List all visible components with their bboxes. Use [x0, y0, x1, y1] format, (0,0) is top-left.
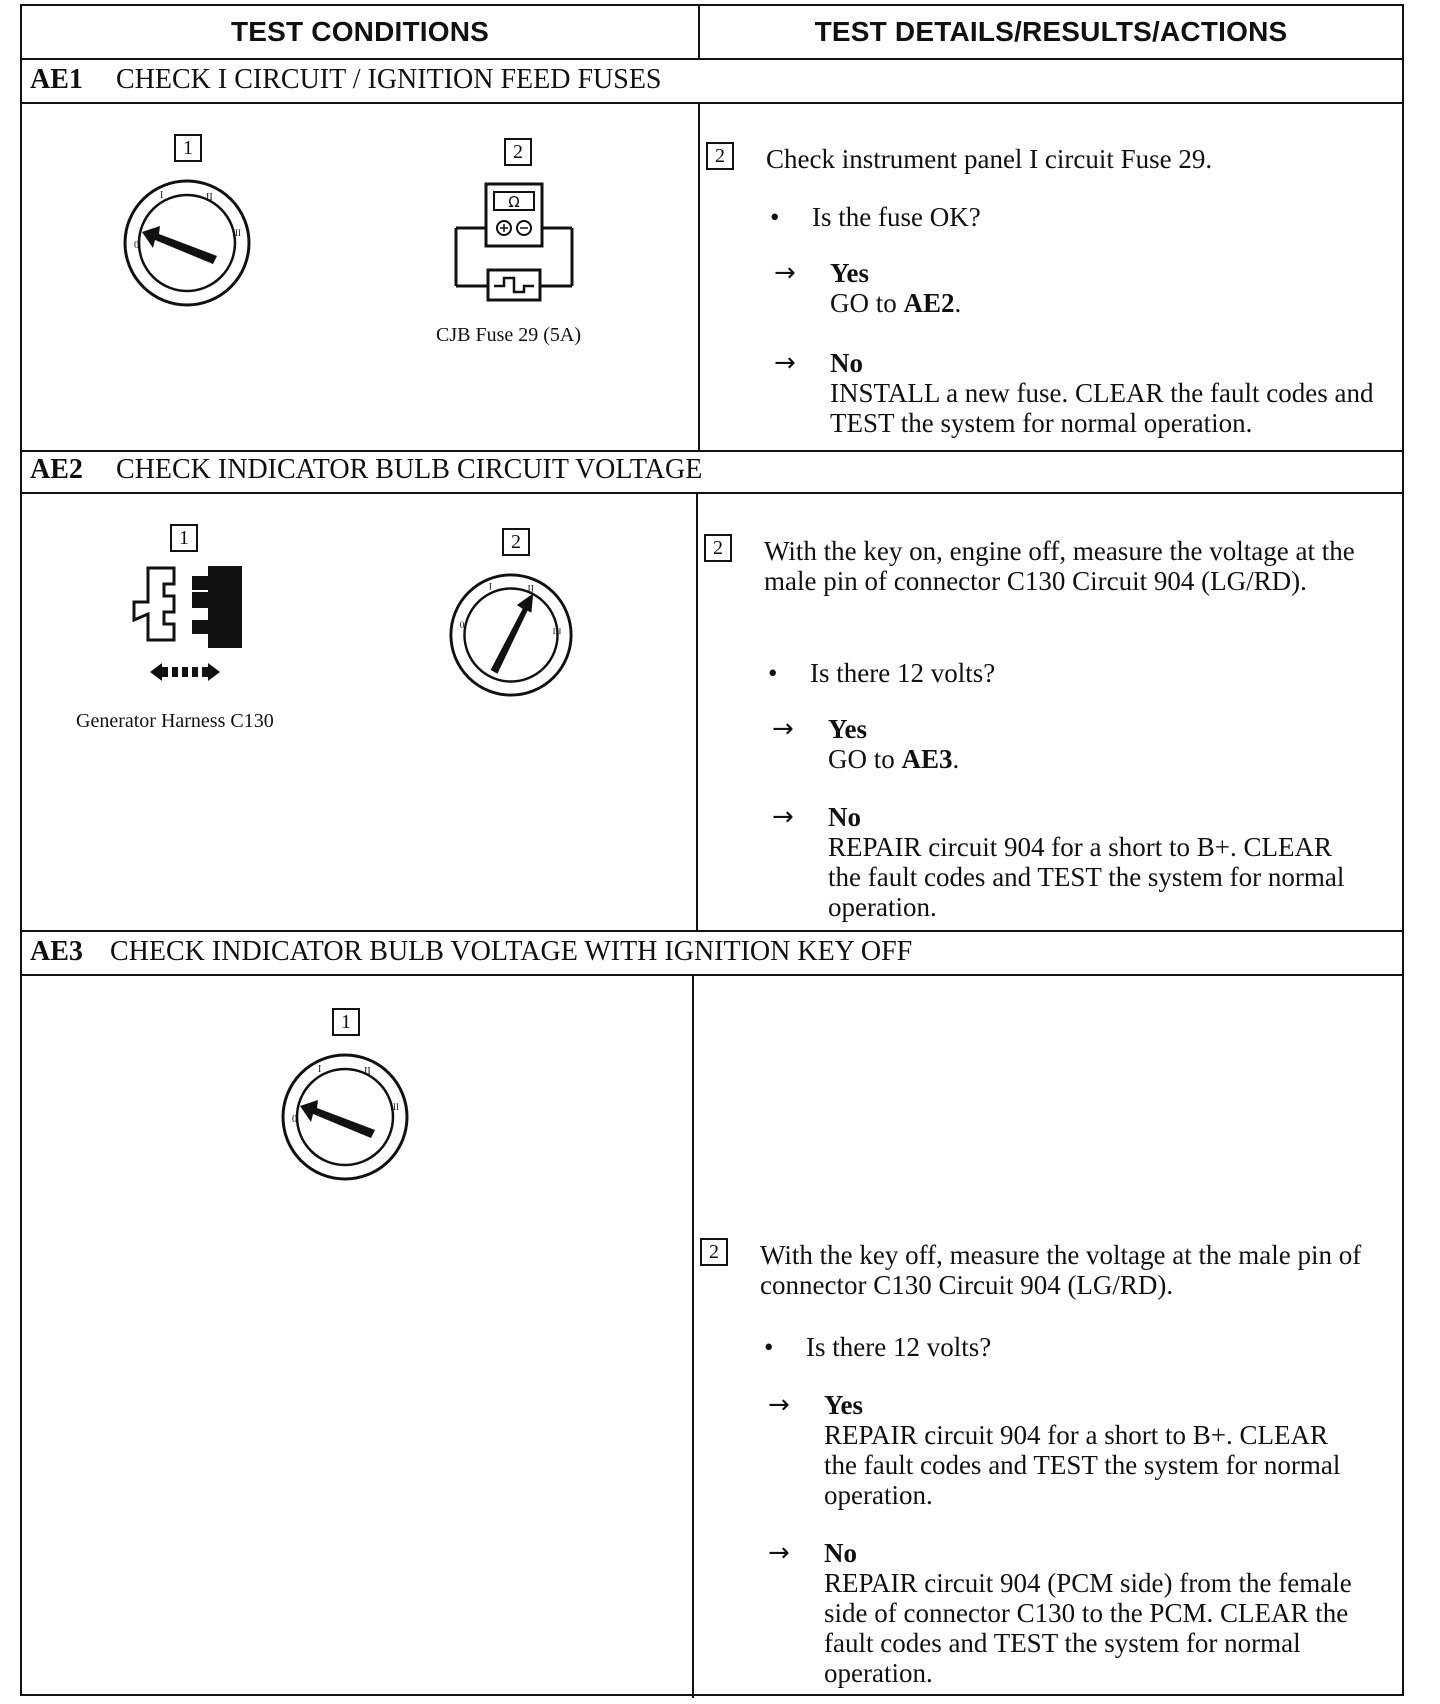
- ignition-mark: II: [206, 192, 213, 203]
- divider: [22, 58, 1402, 60]
- test-instruction: Check instrument panel I circuit Fuse 29.: [766, 144, 1213, 174]
- bullet: •: [764, 1332, 774, 1362]
- yes-action: [828, 744, 1368, 774]
- figure-caption: CJB Fuse 29 (5A): [436, 324, 582, 346]
- step-number-box: 2: [504, 138, 532, 166]
- section-title: CHECK I CIRCUIT / IGNITION FEED FUSES: [116, 64, 662, 95]
- column-header-test-conditions: TEST CONDITIONS: [230, 16, 490, 47]
- goto-reference: AE3: [901, 744, 953, 774]
- step-number-box: 1: [174, 134, 202, 162]
- bullet: •: [770, 202, 780, 232]
- section-code: AE1: [30, 64, 83, 95]
- section-title: CHECK INDICATOR BULB VOLTAGE WITH IGNITION KEY OFF: [110, 936, 913, 967]
- yes-label: Yes: [824, 1390, 863, 1420]
- section-code: AE2: [30, 454, 83, 485]
- figure-caption: Generator Harness C130: [76, 710, 274, 732]
- ignition-mark: II: [527, 583, 534, 595]
- arrow-icon: →: [772, 802, 794, 832]
- no-label: No: [828, 802, 861, 832]
- no-label: No: [824, 1538, 857, 1568]
- yes-action: [830, 288, 1370, 318]
- divider: [22, 450, 1402, 452]
- step-number-box: 1: [170, 524, 198, 552]
- test-question: Is there 12 volts?: [810, 658, 996, 688]
- punctuation: .: [954, 288, 962, 318]
- test-question: Is there 12 volts?: [806, 1332, 992, 1362]
- ignition-switch-run-icon: [448, 572, 574, 698]
- section-header-ae1: [30, 64, 662, 96]
- arrow-icon: →: [772, 714, 794, 744]
- step-number-box: 2: [704, 534, 732, 562]
- section-header-ae2: [30, 454, 702, 486]
- divider: [696, 492, 698, 932]
- test-instruction: With the key off, measure the voltage at the male pin of connector C130 Circuit 904 (LG/RD).: [760, 1240, 1362, 1300]
- punctuation: .: [952, 744, 960, 774]
- bullet: •: [768, 658, 778, 688]
- ignition-mark: 0: [459, 620, 465, 632]
- ignition-mark: III: [232, 228, 241, 238]
- connector-c130-icon: [120, 562, 250, 692]
- divider: [22, 492, 1402, 494]
- yes-action: REPAIR circuit 904 for a short to B+. CLEAR the fault codes and TEST the system for normal operation.: [824, 1420, 1341, 1510]
- divider: [22, 930, 1402, 932]
- section-header-ae3: [30, 936, 912, 968]
- test-question: Is the fuse OK?: [812, 202, 981, 232]
- divider: [692, 974, 694, 1698]
- section-title: CHECK INDICATOR BULB CIRCUIT VOLTAGE: [116, 454, 703, 485]
- yes-label: Yes: [830, 258, 869, 288]
- ignition-mark: II: [364, 1066, 371, 1077]
- arrow-icon: →: [774, 348, 796, 378]
- no-action: REPAIR circuit 904 (PCM side) from the female side of connector C130 to the PCM. CLEAR the fault codes and TEST the system for normal operation.: [824, 1568, 1352, 1688]
- step-number-box: 2: [700, 1238, 728, 1266]
- test-instruction: With the key on, engine off, measure the voltage at the male pin of connector C130 Circuit 904 (LG/RD).: [764, 536, 1355, 596]
- ignition-mark: 0: [292, 1114, 297, 1125]
- ignition-mark: I: [488, 581, 492, 593]
- ignition-switch-off-icon: [122, 178, 252, 308]
- goto-reference: AE2: [903, 288, 955, 318]
- step-number-box: 1: [332, 1008, 360, 1036]
- no-action: INSTALL a new fuse. CLEAR the fault codes and TEST the system for normal operation.: [830, 378, 1374, 438]
- yes-label: Yes: [828, 714, 867, 744]
- divider: [22, 102, 1402, 104]
- no-label: No: [830, 348, 863, 378]
- arrow-icon: →: [768, 1538, 790, 1568]
- action-text: GO to: [830, 288, 897, 318]
- ohmmeter-fuse-test-icon: [452, 182, 592, 302]
- ignition-mark: I: [160, 190, 164, 201]
- ohm-symbol: Ω: [508, 193, 520, 211]
- step-number-box: 2: [502, 528, 530, 556]
- ignition-mark: III: [390, 1102, 399, 1112]
- arrow-icon: →: [768, 1390, 790, 1420]
- divider: [698, 102, 700, 452]
- test-procedure-table: [20, 4, 1404, 1696]
- ignition-mark: I: [318, 1064, 322, 1075]
- ignition-mark: III: [552, 626, 562, 637]
- action-text: GO to: [828, 744, 895, 774]
- arrow-icon: →: [774, 258, 796, 288]
- ignition-mark: 0: [134, 240, 139, 251]
- divider: [22, 974, 1402, 976]
- ignition-switch-off-icon: [280, 1052, 410, 1182]
- column-header-test-details: TEST DETAILS/RESULTS/ACTIONS: [814, 16, 1288, 47]
- divider: [698, 6, 700, 60]
- no-action: REPAIR circuit 904 for a short to B+. CLEAR the fault codes and TEST the system for normal operation.: [828, 832, 1345, 922]
- step-number-box: 2: [706, 142, 734, 170]
- section-code: AE3: [30, 936, 83, 967]
